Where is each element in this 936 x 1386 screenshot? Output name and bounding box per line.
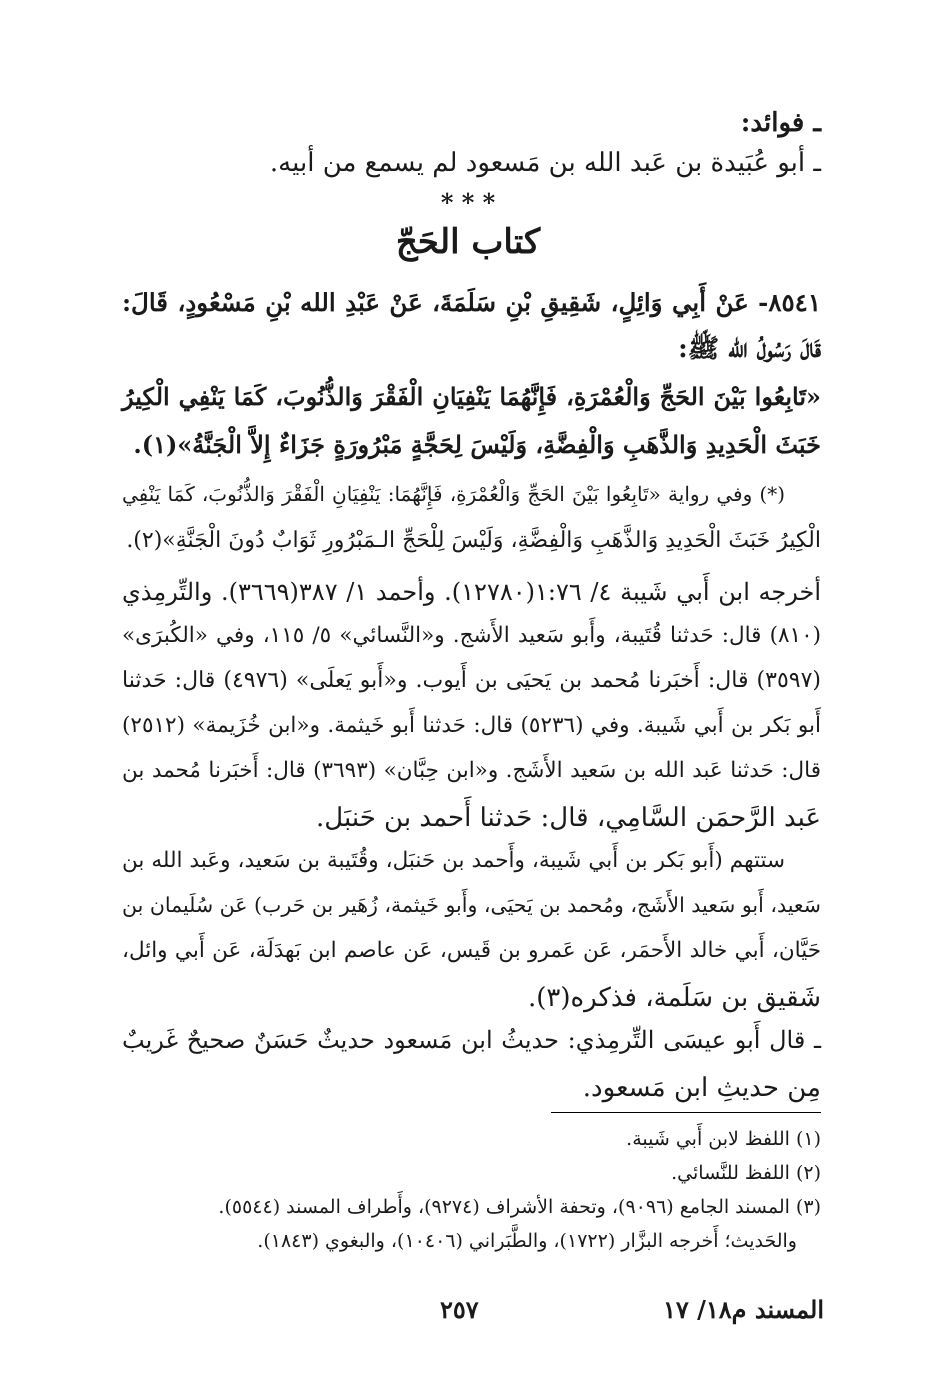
- riwaya-line: الْكِيرُ خَبَثَ الْحَدِيدِ وَالذَّهَبِ وَالْفِضَّةِ، وَلَيْسَ لِلْحَجِّ الـمَبْرُورِ ثَوَابٌ دُونَ الْجَنَّةِ»(٢).: [126, 528, 821, 553]
- hadith-isnad: [122, 288, 821, 368]
- isnad-line: ٨٥٤١- عَنْ أَبِي وَائِلٍ، شَقِيقِ بْنِ سَلَمَةَ، عَنْ عَبْدِ الله بْنِ مَسْعُودٍ، قَالَ:: [122, 288, 821, 317]
- isnad-line: قَالَ رَسُولُ الله ﷺ:: [678, 334, 821, 364]
- takhrij-line: (٣٥٩٧) قال: أَخبَرنا مُحمد بن يَحيَى بن أَيوب. و«أَبو يَعلَى» (٤٩٧٦) قال: حَدثنا: [122, 668, 821, 693]
- footnote-divider: [551, 1112, 821, 1113]
- riwaya-line: (*) وفي رواية «تَابِعُوا بَيْنَ الحَجِّ وَالْعُمْرَةِ، فَإِنَّهُمَا: يَنْفِيَانِ الْفَقْرَ وَالذُّنُوبَ، كَمَا يَنْفِي: [122, 482, 785, 506]
- fawaid-heading: ـ فوائد:: [740, 108, 821, 138]
- fawaid-section: [122, 108, 821, 188]
- sittatuhum-line: سَعيد، أَبو سَعيد الأَشَج، ومُحمد بن يَحيَى، وأَبو خَيثمة، زُهَير بن حَرب) عَن سُلَيمان بن: [122, 893, 821, 917]
- takhrij: [122, 578, 821, 848]
- sittatuhum-line: شَقيق بن سَلَمة، فذكره(٣).: [528, 983, 821, 1013]
- separator: * * *: [440, 188, 496, 217]
- takhrij-line: أَبو بَكر بن أَبي شَيبة. وفي (٥٢٣٦) قال: حَدثنا أَبو خَيثمة. و«ابن خُزَيمة» (٢٥١٢): [122, 713, 821, 738]
- takhrij-line: أخرجه ابن أَبي شَيبة ٤/ ١:٧٦(١٢٧٨٠). وأحمد ١/ ٣٨٧(٣٦٦٩). والتِّرمِذي: [122, 578, 821, 606]
- fawaid-note: ـ أبو عُبَيدة بن عَبد الله بن مَسعود لم يسمع من أبيه.: [269, 148, 821, 178]
- footnote: (٢) اللفظ للنَّسائي.: [671, 1162, 821, 1184]
- hadith-matn: [122, 382, 821, 472]
- sittatuhum-line: ستتهم (أَبو بَكر بن أَبي شَيبة، وأَحمد بن حَنبَل، وقُتَيبة بن سَعيد، وعَبد الله بن: [122, 848, 785, 873]
- sittatuhum: [122, 848, 821, 1028]
- matn-line: «تَابِعُوا بَيْنَ الحَجِّ وَالْعُمْرَةِ، فَإِنَّهُمَا يَنْفِيَانِ الْفَقْرَ وَالذُّنُوبَ، كَمَا يَنْفِي الْكِيرُ: [122, 382, 821, 411]
- takhrij-line: قال: حَدثنا عَبد الله بن سَعيد الأَشَج. و«ابن حِبَّان» (٣٦٩٣) قال: أَخبَرنا مُحمد بن: [122, 758, 821, 783]
- signature-mark: المسند م١٨/ ١٧: [662, 1295, 824, 1324]
- footnote: (٣) المسند الجامع (٩٠٩٦)، وتحفة الأشراف (٩٢٧٤)، وأَطراف المسند (٥٥٤٤).: [218, 1196, 821, 1218]
- tirmidhi-line: مِن حديثِ ابن مَسعود.: [582, 1073, 821, 1103]
- book-title: كتاب الحَجّ: [395, 222, 541, 262]
- footnote: (١) اللفظ لابن أَبي شَيبة.: [626, 1128, 821, 1150]
- matn-line: خَبَثَ الْحَدِيدِ وَالذَّهَبِ وَالْفِضَّةِ، وَلَيْسَ لِحَجَّةٍ مَبْرُورَةٍ جَزَاءٌ إِلاَّ الْجَنَّةُ»(١).: [133, 430, 821, 459]
- sittatuhum-line: حَيَّان، أَبي خالد الأَحمَر، عَن عَمرو بن قَيس، عَن عاصم ابن بَهدَلَة، عَن أَبي وائل،: [122, 938, 821, 963]
- tirmidhi-line: ـ قال أَبو عيسَى التِّرمِذي: حديثُ ابن مَسعود حديثٌ حَسَنٌ صحيحٌ غَريبٌ: [122, 1026, 821, 1054]
- takhrij-line: عَبد الرَّحمَن السَّامِي، قال: حَدثنا أَحمد بن حَنبَل.: [316, 803, 821, 833]
- tirmidhi-comment: [122, 1026, 821, 1116]
- takhrij-line: (٨١٠) قال: حَدثنا قُتَيبة، وأَبو سَعيد الأَشج. و«النَّسائي» ٥/ ١١٥، وفي «الكُبرَى»: [122, 623, 822, 648]
- page-number: ٢٥٧: [440, 1295, 479, 1324]
- footnote: والحَديث؛ أَخرجه البزَّار (١٧٢٢)، والطَّبَراني (١٠٤٠٦)، والبغوي (١٨٤٣).: [257, 1230, 797, 1252]
- footnotes: [190, 1128, 821, 1278]
- riwaya: [122, 482, 821, 572]
